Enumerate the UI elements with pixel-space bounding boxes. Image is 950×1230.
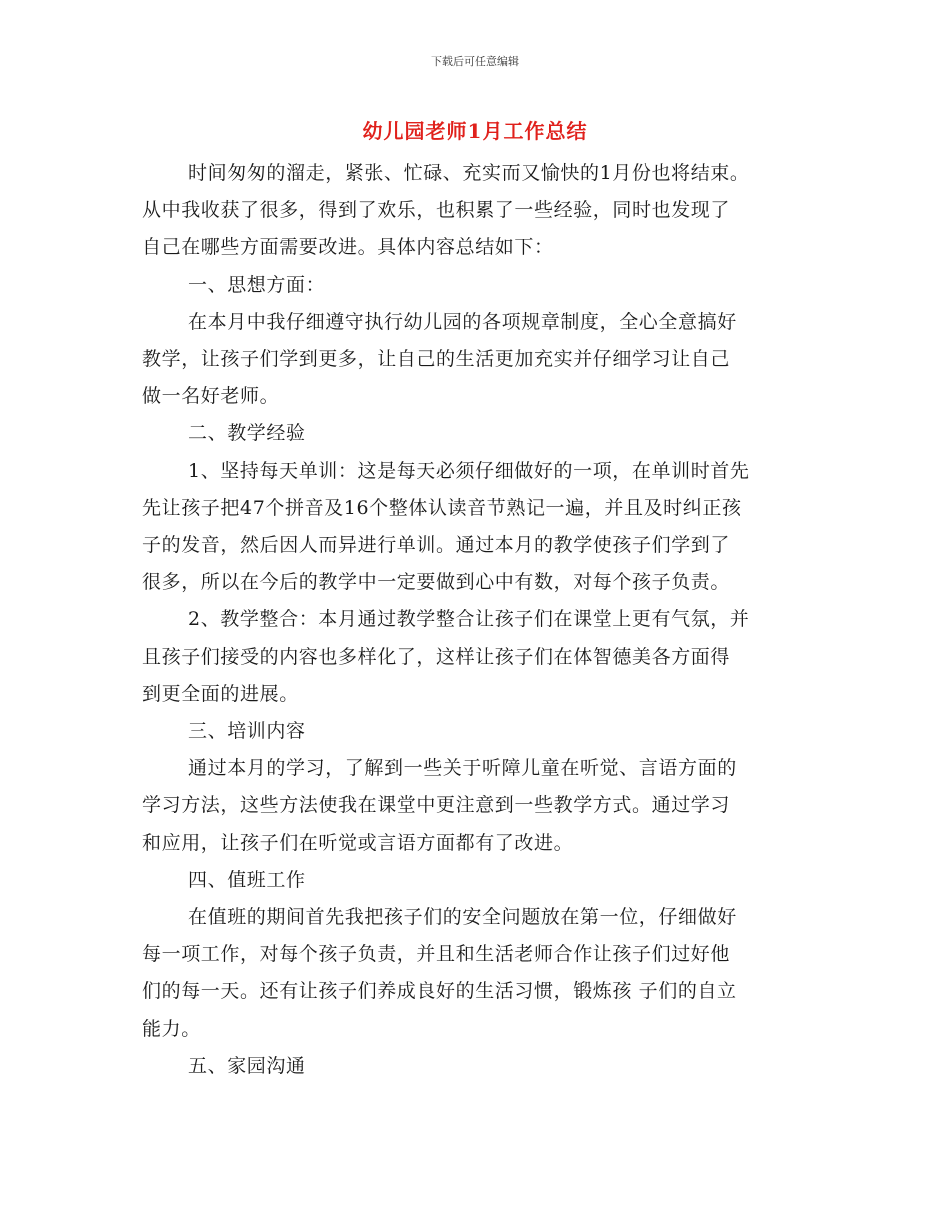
document-title: 幼儿园老师1月工作总结 bbox=[362, 119, 588, 143]
paragraph-line: 们的每一天。还有让孩子们养成良好的生活习惯，锻炼孩 子们的自立 bbox=[142, 980, 737, 1003]
section-heading: 一、思想方面： bbox=[188, 273, 326, 296]
paragraph-line: 且孩子们接受的内容也多样化了，这样让孩子们在体智德美各方面得 bbox=[142, 645, 731, 668]
paragraph-line: 先让孩子把47个拼音及16个整体认读音节熟记一遍，并且及时纠正孩 bbox=[142, 496, 742, 519]
paragraph-line: 到更全面的进展。 bbox=[142, 682, 299, 705]
section-heading: 三、培训内容 bbox=[188, 720, 306, 743]
paragraph-line: 通过本月的学习，了解到一些关于听障儿童在听觉、言语方面的 bbox=[188, 757, 737, 780]
paragraph-line: 在值班的期间首先我把孩子们的安全问题放在第一位，仔细做好 bbox=[188, 906, 737, 929]
paragraph-line: 学习方法，这些方法使我在课堂中更注意到一些教学方式。通过学习 bbox=[142, 794, 731, 817]
paragraph-line: 做一名好老师。 bbox=[142, 385, 280, 408]
paragraph-line: 1、坚持每天单训：这是每天必须仔细做好的一项，在单训时首先 bbox=[188, 459, 750, 482]
header-note: 下载后可任意编辑 bbox=[431, 55, 519, 68]
document-body bbox=[142, 155, 822, 1085]
paragraph-line: 子的发音，然后因人而异进行单训。通过本月的教学使孩子们学到了 bbox=[142, 534, 731, 557]
paragraph-line: 很多，所以在今后的教学中一定要做到心中有数，对每个孩子负责。 bbox=[142, 571, 731, 594]
paragraph-line: 2、教学整合：本月通过教学整合让孩子们在课堂上更有气氛，并 bbox=[188, 608, 750, 631]
section-heading: 四、值班工作 bbox=[188, 868, 306, 891]
paragraph-line: 自己在哪些方面需要改进。具体内容总结如下： bbox=[142, 236, 554, 259]
paragraph-line: 教学，让孩子们学到更多，让自己的生活更加充实并仔细学习让自己 bbox=[142, 348, 731, 371]
paragraph-line: 从中我收获了很多，得到了欢乐，也积累了一些经验，同时也发现了 bbox=[142, 199, 731, 222]
section-heading: 五、家园沟通 bbox=[188, 1054, 306, 1077]
section-heading: 二、教学经验 bbox=[188, 422, 306, 445]
paragraph-line: 在本月中我仔细遵守执行幼儿园的各项规章制度，全心全意搞好 bbox=[188, 310, 737, 333]
paragraph-line: 每一项工作，对每个孩子负责，并且和生活老师合作让孩子们过好他 bbox=[142, 943, 731, 966]
paragraph-line: 时间匆匆的溜走，紧张、忙碌、充实而又愉快的1月份也将结束。 bbox=[188, 162, 750, 184]
paragraph-line: 和应用，让孩子们在听觉或言语方面都有了改进。 bbox=[142, 831, 574, 854]
paragraph-line: 能力。 bbox=[142, 1017, 201, 1040]
